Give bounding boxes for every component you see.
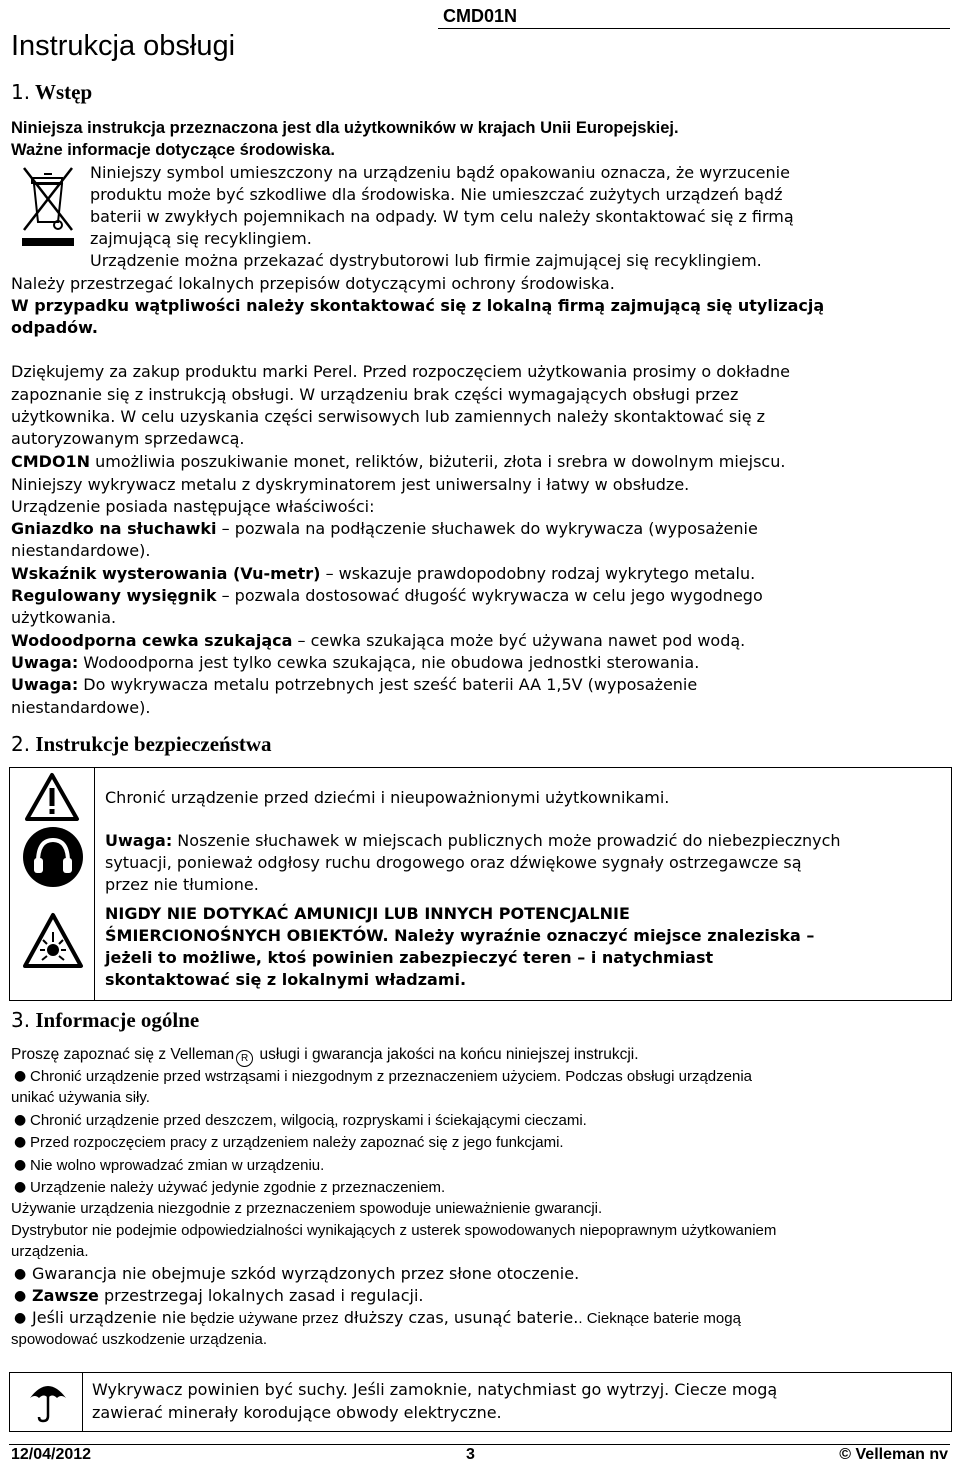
- weee-line-4: zajmującą się recyklingiem.: [90, 229, 312, 248]
- feature-term: Wodoodporna cewka szukająca: [11, 631, 293, 650]
- section-number: 3.: [11, 1008, 31, 1032]
- safety-headphones-line-3: przez nie tłumione.: [105, 875, 259, 894]
- note-label: Uwaga:: [11, 675, 79, 694]
- bullet-icon: ●: [14, 1310, 27, 1326]
- note-text: Noszenie słuchawek w miejscach publicznych może prowadzić do niebezpiecznych: [172, 831, 841, 850]
- page-title: Instrukcja obsługi: [11, 30, 236, 62]
- note-label: Uwaga:: [105, 831, 173, 850]
- feature-waterproof-coil: [11, 630, 745, 652]
- footer-page-number: 3: [466, 1446, 475, 1463]
- feature-desc: – pozwala na podłączenie słuchawek do wykrywacza (wyposażenie: [216, 519, 758, 538]
- note-waterproof: [11, 652, 699, 674]
- section-title: Informacje ogólne: [35, 1008, 200, 1032]
- general-intro-pre: Proszę zapoznać się z Velleman: [11, 1046, 235, 1063]
- general-intro-line: [11, 1044, 639, 1067]
- safety-children-text: Chronić urządzenie przed dziećmi i nieupoważnionymi użytkownikami.: [105, 788, 670, 807]
- footer-copyright: © Velleman nv: [839, 1446, 948, 1463]
- battery-text-e: . Cieknące baterie mogą: [578, 1310, 741, 1327]
- feature-desc: – pozwala dostosować długość wykrywacza w celu jego wygodnego: [216, 586, 763, 605]
- product-model: CMDO1N: [11, 452, 91, 471]
- bullet-text: przestrzegaj lokalnych zasad i regulacji.: [98, 1286, 424, 1305]
- general-liability-cont: urządzenia.: [11, 1243, 89, 1260]
- bullet-icon: ●: [14, 1266, 27, 1282]
- safety-ammo-line-2: ŚMIERCIONOŚNYCH OBIEKTÓW. Należy wyraźnie oznaczyć miejsce znaleziska –: [105, 926, 815, 945]
- dry-line-1: Wykrywacz powinien być suchy. Jeśli zamoknie, natychmiast go wytrzyj. Ciecze mogą: [92, 1380, 778, 1399]
- feature-term: Wskaźnik wysterowania (Vu-metr): [11, 564, 321, 583]
- general-bullet-1-cont: unikać używania siły.: [11, 1089, 150, 1106]
- bullet-icon: ●: [14, 1068, 27, 1084]
- umbrella-icon: [28, 1378, 68, 1428]
- general-bullet-4: Nie wolno wprowadzać zmian w urządzeniu.: [30, 1157, 325, 1174]
- feature-term: Regulowany wysięgnik: [11, 586, 217, 605]
- bullet-icon: ●: [14, 1179, 27, 1195]
- thanks-line-1: Dziękujemy za zakup produktu marki Perel. Przed rozpoczęciem użytkowania prosimy o dokładne: [11, 362, 790, 381]
- general-bullet-6: Gwarancja nie obejmuje szkód wyrządzonych przez słone otoczenie.: [32, 1264, 580, 1283]
- thanks-line-3: użytkownika. W celu uzyskania części serwisowych lub zamiennych należy skontaktować się z: [11, 407, 766, 426]
- safety-headphones-line-2: sytuacji, ponieważ odgłosy ruchu drogowego oraz dźwiękowe sygnały ostrzegawcze są: [105, 853, 802, 872]
- general-bullet-5: Urządzenie należy używać jedynie zgodnie z przeznaczeniem.: [30, 1179, 446, 1196]
- safety-icon-column-divider: [94, 768, 95, 1000]
- feature-vu-meter: [11, 563, 755, 585]
- section-3-heading: [11, 1008, 199, 1033]
- feature-headphone-jack-cont: niestandardowe).: [11, 541, 151, 560]
- battery-text-b: będzie używane: [186, 1310, 298, 1327]
- product-desc-text: umożliwia poszukiwanie monet, reliktów, biżuterii, złota i srebra w dowolnym miejscu.: [90, 452, 786, 471]
- feature-adjustable-shaft-cont: użytkowania.: [11, 608, 117, 627]
- weee-line-2: produktu może być szkodliwe dla środowiska. Nie umieszczać zużytych urządzeń bądź: [90, 185, 783, 204]
- general-intro-post: usługi i gwarancja jakości na końcu niniejszej instrukcji.: [255, 1046, 639, 1063]
- note-batteries: [11, 674, 697, 696]
- thanks-line-2: zapoznanie się z instrukcją obsługi. W urządzeniu brak części wymagających obsługi przez: [11, 385, 739, 404]
- intro-env-line: Ważne informacje dotyczące środowiska.: [11, 141, 335, 159]
- feature-term: Gniazdko na słuchawki: [11, 519, 217, 538]
- detector-desc-line: Niniejszy wykrywacz metalu z dyskryminatorem jest uniwersalny i łatwy w obsłudze.: [11, 475, 690, 494]
- headphones-prohibited-icon: [22, 826, 84, 892]
- registered-mark-icon: R: [236, 1050, 253, 1067]
- battery-text-a: Jeśli urządzenie nie: [32, 1308, 187, 1327]
- features-intro-line: Urządzenie posiada następujące właściwości:: [11, 497, 375, 516]
- dry-line-2: zawierać minerały korodujące obwody elektryczne.: [92, 1403, 502, 1422]
- model-number: CMD01N: [443, 6, 518, 26]
- product-desc-line: [11, 451, 785, 473]
- dry-icon-column-divider: [82, 1373, 83, 1431]
- weee-line-5: Urządzenie można przekazać dystrybutorowi lub firmie zajmującej się recyklingiem.: [90, 251, 762, 270]
- section-title: Wstęp: [34, 80, 93, 104]
- footer-rule: [9, 1444, 950, 1445]
- doubt-line-1: W przypadku wątpliwości należy skontaktować się z lokalną firmą zajmującą się utylizacją: [11, 296, 825, 315]
- bullet-icon: ●: [14, 1157, 27, 1173]
- general-liability-line: Dystrybutor nie podejmie odpowiedzialności wynikających z usterek spowodowanych niepoprawnym użytkowaniem: [11, 1222, 777, 1239]
- doubt-line-2: odpadów.: [11, 318, 98, 337]
- general-bullet-8: [32, 1307, 741, 1330]
- note-text: Wodoodporna jest tylko cewka szukająca, nie obudowa jednostki sterowania.: [78, 653, 700, 672]
- section-title: Instrukcje bezpieczeństwa: [35, 732, 272, 756]
- section-1-heading: [11, 80, 92, 105]
- note-label: Uwaga:: [11, 653, 79, 672]
- safety-ammo-line-4: skontaktować się z lokalnymi władzami.: [105, 970, 467, 989]
- weee-line-1: Niniejszy symbol umieszczony na urządzeniu bądź opakowaniu oznacza, że wyrzucenie: [90, 163, 790, 182]
- general-bullet-8-cont: spowodować uszkodzenie urządzenia.: [11, 1331, 267, 1348]
- general-bullet-3: Przed rozpoczęciem pracy z urządzeniem należy zapoznać się z jego funkcjami.: [30, 1134, 564, 1151]
- wheelie-bin-crossed-icon: [18, 160, 78, 250]
- general-bullet-7: [32, 1285, 423, 1307]
- warning-triangle-icon: [24, 772, 80, 826]
- feature-headphone-jack: [11, 518, 758, 540]
- feature-desc: – cewka szukająca może być używana nawet pod wodą.: [292, 631, 746, 650]
- header-rule: [438, 28, 950, 29]
- feature-adjustable-shaft: [11, 585, 763, 607]
- note-text: Do wykrywacza metalu potrzebnych jest sześć baterii AA 1,5V (wyposażenie: [78, 675, 698, 694]
- section-2-heading: [11, 732, 272, 757]
- general-warranty-line: Używanie urządzenia niezgodnie z przeznaczeniem spowoduje unieważnienie gwarancji.: [11, 1200, 603, 1217]
- local-regulations-line: Należy przestrzegać lokalnych przepisów dotyczącymi ochrony środowiska.: [11, 274, 615, 293]
- battery-text-c: przez: [297, 1310, 339, 1327]
- explosive-icon: [22, 912, 84, 974]
- bullet-icon: ●: [14, 1288, 27, 1304]
- section-number: 1.: [11, 80, 31, 104]
- intro-eu-line: Niniejsza instrukcja przeznaczona jest dla użytkowników w krajach Unii Europejskiej.: [11, 119, 679, 137]
- note-batteries-cont: niestandardowe).: [11, 698, 151, 717]
- weee-line-3: baterii w zwykłych pojemnikach na odpady. W tym celu należy skontaktować się z firmą: [90, 207, 794, 226]
- thanks-line-4: autoryzowanym sprzedawcą.: [11, 429, 245, 448]
- safety-ammo-line-3: jeżeli to możliwe, ktoś powinien zabezpieczyć teren – i natychmiast: [105, 948, 714, 967]
- safety-headphones-line-1: [105, 830, 841, 852]
- safety-ammo-line-1: NIGDY NIE DOTYKAĆ AMUNICJI LUB INNYCH POTENCJALNIE: [105, 904, 630, 923]
- footer-date: 12/04/2012: [11, 1446, 92, 1463]
- general-bullet-2: Chronić urządzenie przed deszczem, wilgocią, rozpryskami i ściekającymi cieczami.: [30, 1112, 587, 1129]
- bullet-icon: ●: [14, 1134, 27, 1150]
- emphasis-always: Zawsze: [32, 1286, 99, 1305]
- feature-desc: – wskazuje prawdopodobny rodzaj wykrytego metalu.: [320, 564, 756, 583]
- section-number: 2.: [11, 732, 31, 756]
- battery-text-d: dłuższy czas, usunąć baterie.: [338, 1308, 579, 1327]
- bullet-icon: ●: [14, 1112, 27, 1128]
- general-bullet-1: Chronić urządzenie przed wstrząsami i niezgodnym z przeznaczeniem użyciem. Podczas obsługi urządzenia: [30, 1068, 752, 1085]
